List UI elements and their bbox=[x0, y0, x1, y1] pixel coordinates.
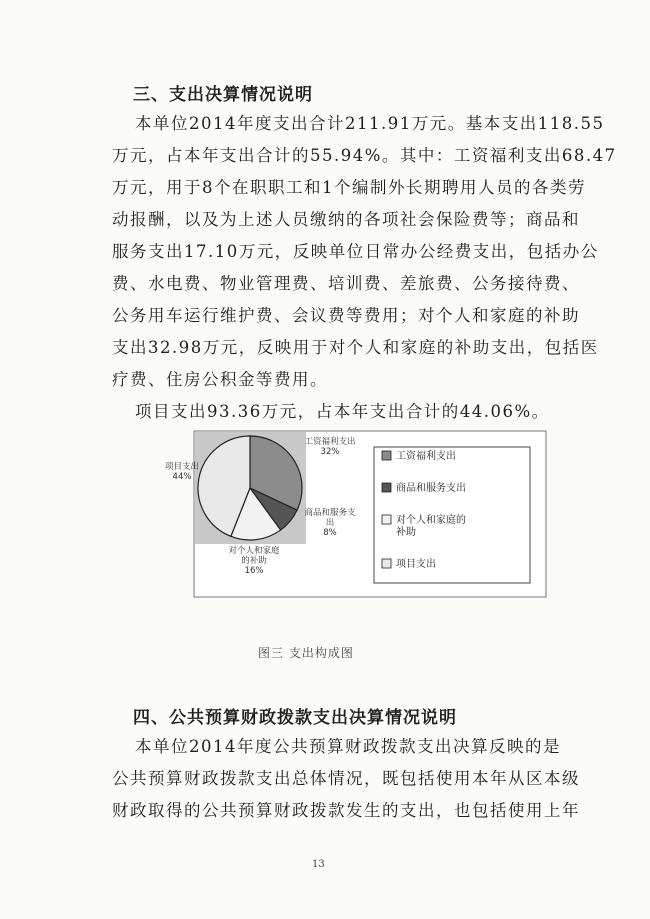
paragraph-line: 财政取得的公共预算财政拨款发生的支出，也包括使用上年 bbox=[112, 801, 580, 820]
paragraph-line: 本单位2014年度支出合计211.91万元。基本支出118.55 bbox=[135, 114, 605, 133]
pie-slice-label: 商品和服务支出 8% bbox=[304, 508, 356, 538]
section3-heading: 三、支出决算情况说明 bbox=[133, 85, 313, 105]
paragraph-line: 项目支出93.36万元，占本年支出合计的44.06%。 bbox=[135, 402, 550, 421]
legend-entry bbox=[382, 557, 436, 570]
paragraph-line: 疗费、住房公积金等费用。 bbox=[112, 370, 328, 389]
legend-label: 商品和服务支出 bbox=[396, 483, 466, 494]
legend-label: 项目支出 bbox=[396, 559, 436, 570]
paragraph-line: 万元，用于8个在职职工和1个编制外长期聘用人员的各类劳 bbox=[112, 178, 586, 197]
paragraph-line: 公务用车运行维护费、会议费等费用；对个人和家庭的补助 bbox=[112, 306, 580, 325]
legend-swatch bbox=[382, 559, 391, 568]
paragraph-line: 动报酬，以及为上述人员缴纳的各项社会保险费等；商品和 bbox=[112, 210, 580, 229]
legend-label: 对个人和家庭的补助 bbox=[396, 515, 466, 538]
pie-slice-label: 对个人和家庭的补助 16% bbox=[228, 546, 280, 576]
pie-slice-label: 项目支出 44% bbox=[164, 462, 200, 482]
expenditure-pie-chart bbox=[164, 431, 546, 597]
legend-swatch bbox=[382, 451, 391, 460]
pie-chart-svg bbox=[164, 431, 546, 597]
paragraph-line: 支出32.98万元，反映用于对个人和家庭的补助支出，包括医 bbox=[112, 338, 599, 357]
legend-label: 工资福利支出 bbox=[396, 451, 456, 462]
paragraph-line: 费、水电费、物业管理费、培训费、差旅费、公务接待费、 bbox=[112, 274, 580, 293]
paragraph-line: 公共预算财政拨款支出总体情况，既包括使用本年从区本级 bbox=[112, 769, 580, 788]
legend-swatch bbox=[382, 483, 391, 492]
paragraph-line: 本单位2014年度公共预算财政拨款支出决算反映的是 bbox=[135, 737, 561, 756]
paragraph-line: 万元，占本年支出合计的55.94%。其中：工资福利支出68.47 bbox=[112, 146, 617, 165]
legend-swatch bbox=[382, 515, 391, 524]
figure-caption: 图三 支出构成图 bbox=[258, 646, 354, 660]
section4-heading: 四、公共预算财政拨款支出决算情况说明 bbox=[133, 708, 457, 728]
paragraph-line: 服务支出17.10万元，反映单位日常办公经费支出，包括办公 bbox=[112, 242, 599, 261]
page-number: 13 bbox=[312, 859, 325, 870]
pie-slice-label: 工资福利支出 32% bbox=[304, 437, 356, 457]
